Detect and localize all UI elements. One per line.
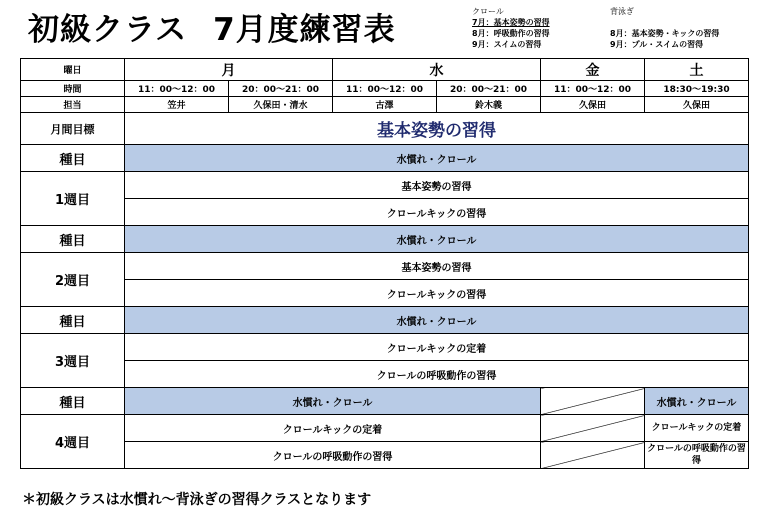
week-item: クロールキックの習得 [125, 199, 749, 226]
week-item: クロールキックの定着 [125, 415, 541, 442]
staff-cell: 久保田 [541, 97, 645, 113]
week-item: クロールの呼吸動作の習得 [125, 361, 749, 388]
saturday-category-cell: 水慣れ・クロール [645, 388, 749, 415]
category-row [21, 307, 749, 334]
week-item: 基本姿勢の習得 [125, 172, 749, 199]
goal-row [21, 113, 749, 145]
backstroke-legend [610, 6, 719, 50]
week-item: クロールの呼吸動作の習得 [125, 442, 541, 469]
staff-label: 担当 [21, 97, 125, 113]
time-cell: 11：00〜12：00 [333, 81, 437, 97]
category-cell: 水慣れ・クロール [125, 307, 749, 334]
legend-line: 9月：スイムの習得 [472, 40, 542, 49]
category-row [21, 226, 749, 253]
legend-line: 9月：プル・スイムの習得 [610, 40, 704, 49]
day-cell: 土 [645, 59, 749, 81]
time-cell: 20：00〜21：00 [437, 81, 541, 97]
staff-cell: 古澤 [333, 97, 437, 113]
time-cell: 18:30〜19:30 [645, 81, 749, 97]
time-cell: 11：00〜12：00 [125, 81, 229, 97]
legend-line: 8月：呼吸動作の習得 [472, 29, 550, 38]
time-row [21, 81, 749, 97]
week-row [21, 334, 749, 361]
category-label: 種目 [21, 307, 125, 334]
legend-heading: 背泳ぎ [610, 7, 634, 16]
category-row [21, 145, 749, 172]
week-row [21, 280, 749, 307]
footnote: ＊初級クラスは水慣れ〜背泳ぎの習得クラスとなります [22, 492, 372, 508]
day-row [21, 59, 749, 81]
day-cell: 水 [333, 59, 541, 81]
legend-line: 8月：基本姿勢・キックの習得 [610, 29, 720, 38]
week-row [21, 442, 749, 469]
title-class: 初級クラス [28, 12, 188, 48]
week-row [21, 199, 749, 226]
staff-cell: 笠井 [125, 97, 229, 113]
category-label: 種目 [21, 388, 125, 415]
time-cell: 20：00〜21：00 [229, 81, 333, 97]
category-label: 種目 [21, 145, 125, 172]
category-cell: 水慣れ・クロール [125, 226, 749, 253]
week-item: クロールキックの習得 [125, 280, 749, 307]
category-cell: 水慣れ・クロール [125, 388, 541, 415]
page-title [28, 4, 396, 49]
category-row [21, 388, 749, 415]
week-item: クロールキックの定着 [125, 334, 749, 361]
day-label: 曜日 [21, 59, 125, 81]
staff-cell: 鈴木義 [437, 97, 541, 113]
week-row [21, 253, 749, 280]
day-cell: 金 [541, 59, 645, 81]
time-cell: 11：00〜12：00 [541, 81, 645, 97]
week-row [21, 415, 749, 442]
week-label: 1週目 [21, 172, 125, 226]
category-label: 種目 [21, 226, 125, 253]
week-label: 3週目 [21, 334, 125, 388]
crawl-legend [472, 6, 550, 50]
time-label: 時間 [21, 81, 125, 97]
empty-friday-cell [541, 388, 645, 415]
staff-row [21, 97, 749, 113]
day-cell: 月 [125, 59, 333, 81]
week-row [21, 172, 749, 199]
saturday-item: クロールキックの定着 [645, 415, 749, 442]
week-label: 2週目 [21, 253, 125, 307]
empty-friday-cell [541, 415, 645, 442]
schedule-table [20, 58, 749, 469]
staff-cell: 久保田 [645, 97, 749, 113]
week-label: 4週目 [21, 415, 125, 469]
goal-label: 月間目標 [21, 113, 125, 145]
monthly-goal: 基本姿勢の習得 [125, 113, 749, 145]
saturday-item: クロールの呼吸動作の習得 [645, 442, 749, 469]
empty-friday-cell [541, 442, 645, 469]
week-row [21, 361, 749, 388]
title-month: 7月度練習表 [213, 12, 396, 48]
legend-line: 7月：基本姿勢の習得 [472, 18, 550, 27]
category-cell: 水慣れ・クロール [125, 145, 749, 172]
legend-heading: クロール [472, 7, 504, 16]
week-item: 基本姿勢の習得 [125, 253, 749, 280]
staff-cell: 久保田・清水 [229, 97, 333, 113]
